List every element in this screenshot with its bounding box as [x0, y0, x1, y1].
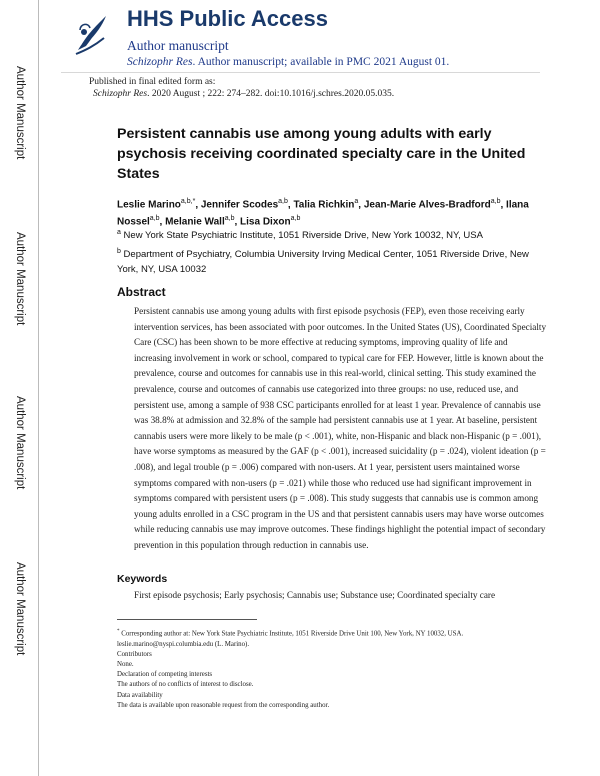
contributors-heading: Contributors — [117, 650, 152, 658]
author-name: Leslie Marino — [117, 199, 181, 211]
affiliation-text: New York State Psychiatric Institute, 1051 Riverside Drive, New York 10032, NY, USA — [123, 230, 483, 242]
corresponding-email[interactable]: leslie.marino@nyspi.columbia.edu (L. Marino). — [117, 640, 250, 648]
sidebar-label: Author Manuscript — [14, 66, 26, 160]
citation-journal: Schizophr Res — [93, 89, 148, 99]
brand-title: HHS Public Access — [127, 6, 328, 31]
journal-name: Schizophr Res — [127, 56, 193, 68]
corresponding-author-text: Corresponding author at: New York State Psychiatric Institute, 1051 Riverside Drive Unit 100, New York, NY 10032, USA. — [121, 630, 464, 638]
corresponding-author-note — [117, 627, 537, 640]
affiliation-mark: b — [117, 248, 121, 255]
sidebar-label: Author Manuscript — [14, 562, 26, 656]
manuscript-label: Author manuscript — [127, 38, 229, 53]
abstract-body: Persistent cannabis use among young adults with first episode psychosis (FEP), even those receiving early intervention services, has been associated with poor outcomes. In the United States (US), Coordinated Specialty Care (CSC) has been shown to be more effective at reducing symptoms, improving quality of life and increasing involvement in work or school, compared to typical care for FEP. However, little is known about the prevalence, course and outcomes for cannabis use in this real-world, clinical setting. This study examined the prevalence, course and outcomes of cannabis use categorized into three groups: no use, reduced use, and persistent use, among a sample of 938 CSC participants enrolled for at least 1 year. Prevalence of cannabis use was 38.8% at admission and 32.8% of the sample had persistent cannabis use at 1 year. At baseline, persistent cannabis users were more likely to be male (p < .001), white, non-Hispanic and black non-Hispanic (p = .001), have worse symptoms as measured by the GAF (p < .001), increased suicidality (p = .024), violent ideation (p = .008), and legal trouble (p = .006) compared with non-users. At 1 year, persistent users maintained worse symptoms compared with non-users (p = .021) while those who reduced use had significant improvement in symptoms compared with persistent users (p = .008). This study suggests that cannabis use is common among young adults enrolled in a CSC program in the US and that persistent cannabis users may have worse outcomes while reducing cannabis use may improve outcomes. These findings highlight the potential impact of secondary prevention in this population through reduction in cannabis use. — [134, 306, 547, 550]
sidebar-divider — [38, 0, 39, 776]
availability-line — [127, 56, 449, 68]
author-affiliation-mark: a,b — [224, 215, 235, 223]
author-affiliation-mark: a,b,* — [180, 198, 196, 205]
abstract-heading: Abstract — [117, 285, 166, 299]
header-divider — [61, 72, 540, 73]
citation-details: . 2020 August ; 222: 274–282. doi:10.1016/j.schres.2020.05.035. — [147, 89, 395, 99]
footnotes — [117, 627, 537, 711]
affiliation-text: Department of Psychiatry, Columbia University Irving Medical Center, 1051 Riverside Drive, New York, NY, USA 10032 — [117, 249, 529, 276]
author-name: Jennifer Scodes — [200, 199, 279, 211]
availability-text: . Author manuscript; available in PMC 2021 August 01. — [192, 56, 450, 68]
author-affiliation-mark: a,b — [490, 198, 501, 205]
corresponding-mark: * — [117, 629, 120, 634]
author-name: Melanie Wall — [165, 216, 225, 228]
article-title: Persistent cannabis use among young adults with early psychosis receiving coordinated specialty care in the United States — [117, 126, 526, 182]
keywords-list: First episode psychosis; Early psychosis; Cannabis use; Substance use; Coordinated specialty care — [134, 590, 496, 600]
keywords-heading: Keywords — [117, 573, 168, 585]
competing-interests-heading: Declaration of competing interests — [117, 671, 213, 679]
author-affiliation-mark: a,b — [290, 215, 301, 223]
author-name: Jean-Marie Alves-Bradford — [363, 199, 491, 211]
affiliation — [117, 225, 542, 243]
citation-line — [93, 89, 394, 99]
affiliation — [117, 244, 542, 277]
author-list: Leslie Marino$^{a,b,*}$, Jennifer Scodes$^{a,b}$, Talia Richkin$^a$, Jean-Marie Alves-Bradford$^{a,b}$, Ilana Nossel$^{a,b}$, Melanie Wall$^{a,b}$, Lisa Dixon$^{a,b}$ — [117, 198, 529, 228]
author-affiliation-mark: a — [354, 198, 359, 205]
author-name: Ilana Nossel — [117, 199, 529, 228]
data-availability-heading: Data availability — [117, 691, 163, 699]
sidebar-label: Author Manuscript — [14, 396, 26, 490]
author-name: Lisa Dixon — [240, 216, 291, 228]
contributors-text: None. — [117, 660, 134, 668]
hhs-eagle-logo-icon — [74, 10, 110, 58]
competing-interests-text: The authors of no conflicts of interest to disclose. — [117, 681, 254, 689]
sidebar-label: Author Manuscript — [14, 232, 26, 326]
data-availability-text: The data is available upon reasonable request from the corresponding author. — [117, 701, 330, 709]
author-affiliation-mark: a,b — [149, 215, 160, 223]
footnote-divider — [117, 619, 257, 620]
author-affiliation-mark: a,b — [278, 198, 288, 205]
affiliation-mark: a — [117, 229, 121, 236]
published-label: Published in final edited form as: — [89, 77, 216, 87]
sidebar — [0, 0, 46, 776]
author-name: Talia Richkin — [293, 199, 355, 211]
